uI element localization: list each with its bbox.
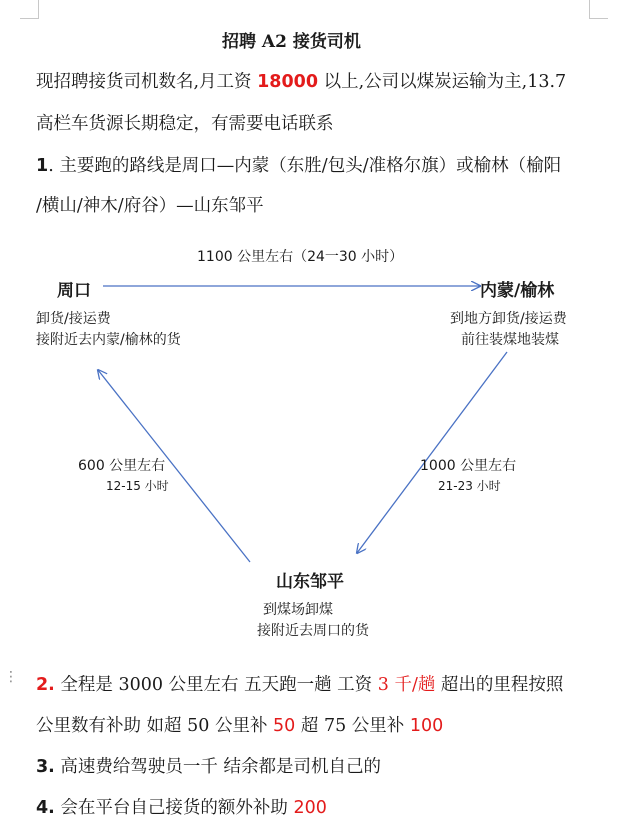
left-route-hours: 12-15 小时 bbox=[106, 479, 169, 493]
intro-text-a: 现招聘接货司机数名,月工资 bbox=[36, 72, 258, 92]
item-2-text-a: 全程是 3000 公里左右 五天跑一趟 工资 bbox=[54, 675, 378, 695]
right-route-hours: 21-23 小时 bbox=[438, 479, 501, 493]
intro-line-2: 高栏车货源长期稳定，有需要电话联系 bbox=[36, 114, 334, 134]
document-title: 招聘 A2 接货司机 bbox=[222, 32, 361, 52]
intro-text-b: 以上,公司以煤炭运输为主,13.7 bbox=[318, 72, 567, 92]
item-3-line bbox=[36, 753, 381, 778]
item-1-number: 1 bbox=[36, 156, 49, 176]
neimeng-note-2: 前往装煤地装煤 bbox=[461, 332, 559, 348]
item-3-text: 高速费给驾驶员一千 结余都是司机自己的 bbox=[54, 757, 381, 777]
shandong-note-1: 到煤场卸煤 bbox=[263, 602, 333, 618]
item-2-line-1 bbox=[36, 671, 563, 696]
top-route-label: 1100 公里左右（24一30 小时） bbox=[197, 249, 404, 265]
item-4-bonus: 200 bbox=[293, 798, 327, 818]
zhoukou-note-1: 卸货/接运费 bbox=[36, 311, 111, 327]
bonus-75: 100 bbox=[409, 716, 444, 736]
item-4-text: 会在平台自己接货的额外补助 bbox=[54, 798, 294, 818]
item-2-line-2 bbox=[36, 712, 443, 737]
item-2-wage: 3 千/趟 bbox=[377, 675, 436, 695]
shandong-note-2: 接附近去周口的货 bbox=[257, 623, 369, 639]
item-1-line-2: /横山/神木/府谷）—山东邹平 bbox=[36, 196, 264, 216]
node-zhoukou: 周口 bbox=[57, 281, 91, 301]
node-neimeng-yulin: 内蒙/榆林 bbox=[480, 281, 555, 301]
right-route-km: 1000 公里左右 bbox=[420, 458, 517, 474]
salary-amount: 18000 bbox=[257, 72, 319, 92]
node-shandong-zouping: 山东邹平 bbox=[276, 572, 344, 592]
zhoukou-note-2: 接附近去内蒙/榆林的货 bbox=[36, 332, 181, 348]
item-4-number: 4. bbox=[36, 798, 55, 818]
item-2-line-2-a: 公里数有补助 如超 50 公里补 bbox=[36, 716, 274, 736]
item-2-number: 2. bbox=[36, 675, 55, 695]
route-arrow-neimeng-to-shandong bbox=[357, 352, 507, 553]
item-4-line bbox=[36, 794, 327, 819]
paragraph-drag-handle[interactable]: ⋮ bbox=[4, 669, 18, 685]
neimeng-note-1: 到地方卸货/接运费 bbox=[450, 311, 567, 327]
item-2-line-2-b: 超 75 公里补 bbox=[295, 716, 410, 736]
item-2-text-b: 超出的里程按照 bbox=[435, 675, 564, 695]
left-route-km: 600 公里左右 bbox=[78, 458, 166, 474]
item-3-number: 3. bbox=[36, 757, 55, 777]
item-1-text: . 主要跑的路线是周口—内蒙（东胜/包头/准格尔旗）或榆林（榆阳 bbox=[48, 156, 562, 176]
bonus-50: 50 bbox=[273, 716, 296, 736]
